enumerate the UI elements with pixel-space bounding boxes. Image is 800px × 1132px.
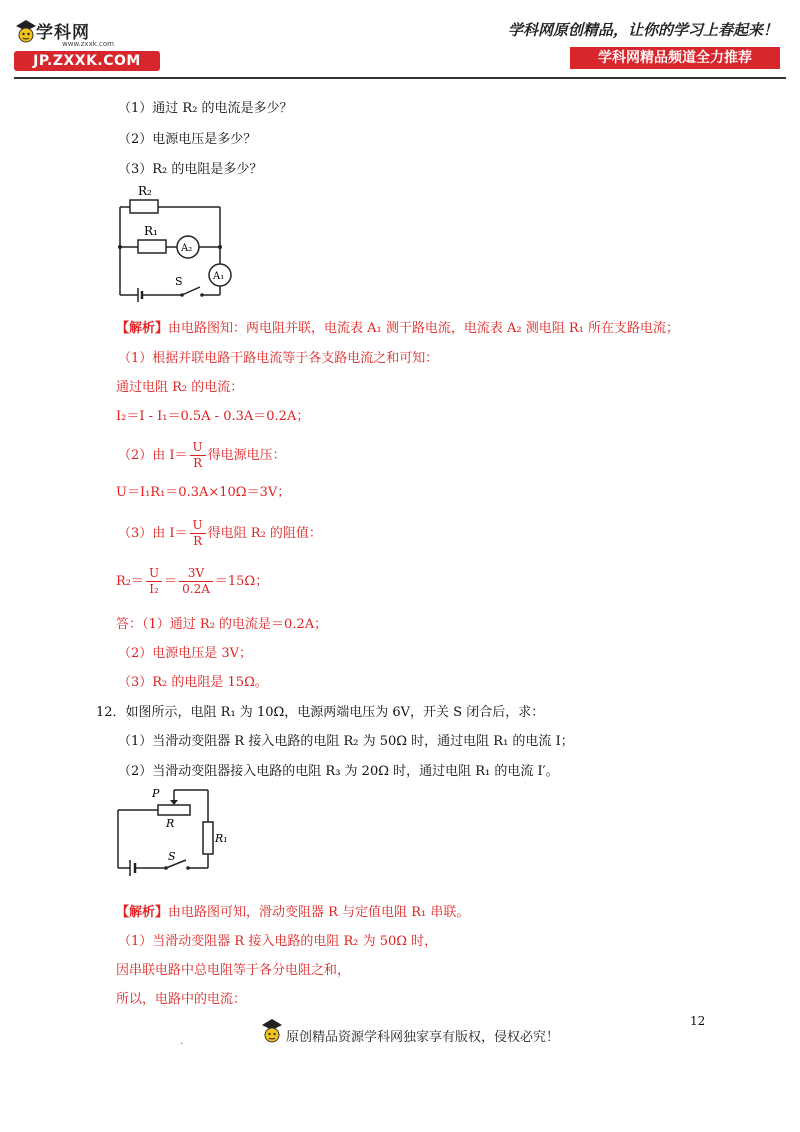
q11-analysis-p2: （2）由 I＝ $\frac{U}{R}$ 得电源电压：: [118, 440, 286, 470]
page-number: 12: [690, 1014, 706, 1028]
header-slogan: 学科网原创精品，让你的学习上春起来！: [507, 21, 778, 39]
r2-fraction-2: $\frac{3V}{0.2A}$: [179, 566, 213, 597]
q11-analysis-p3: （3）由 I＝ $\frac{U}{R}$ 得电阻 R₂ 的阻值：: [118, 518, 322, 548]
q12-analysis-intro: 【解析】由电路图可知，滑动变阻器 R 与定值电阻 R₁ 串联。: [116, 905, 470, 920]
q11-label-a2: A₂: [181, 243, 193, 254]
q11-analysis-p1c: I₂＝I - I₁＝0.5A - 0.3A＝0.2A；: [116, 409, 310, 424]
logo-url[interactable]: JP.ZXXK.COM: [14, 51, 160, 71]
q11-answer-1: 答：（1）通过 R₂ 的电流是＝0.2A；: [116, 617, 328, 632]
q12-label-r1: R₁: [215, 832, 228, 845]
q12-stem: 12．如图所示，电阻 R₁ 为 10Ω，电源两端电压为 6V，开关 S 闭合后，求：: [96, 705, 545, 720]
q12-analysis-p3: 所以，电路中的电流：: [116, 992, 247, 1007]
footer-dot: .: [180, 1036, 184, 1047]
q11-answer-3: （3）R₂ 的电阻是 15Ω。: [118, 675, 268, 690]
q11-circuit-diagram: [110, 180, 250, 305]
q12-analysis-p1: （1）当滑动变阻器 R 接入电路的电阻 R₂ 为 50Ω 时，: [118, 934, 438, 949]
footer-copyright: 原创精品资源学科网独家享有版权，侵权必究！: [286, 1030, 560, 1045]
logo-text: 学科网: [36, 23, 90, 43]
q12-label-s: S: [168, 850, 176, 863]
r2-fraction-1: $\frac{U}{\text{I₂}}$: [146, 566, 162, 597]
q12-sub2: （2）当滑动变阻器接入电路的电阻 R₃ 为 20Ω 时，通过电阻 R₁ 的电流 I′。: [118, 764, 559, 779]
ohm-law-fraction: $\frac{U}{R}$: [190, 440, 206, 471]
q11-label-a1: A₁: [213, 271, 225, 282]
q11-analysis-intro: 【解析】由电路图知：两电阻并联，电流表 A₁ 测干路电流，电流表 A₂ 测电阻 R₁ 所在支路电流；: [116, 321, 680, 336]
q12-label-p: P: [152, 787, 160, 800]
q11-analysis-p2c: U＝I₁R₁＝0.3A×10Ω＝3V；: [116, 485, 291, 500]
q11-sub3: （3）R₂ 的电阻是多少？: [118, 162, 263, 177]
q11-label-r1: R₁: [144, 224, 158, 238]
q12-label-r: R: [166, 817, 175, 830]
recommend-banner: 学科网精品频道全力推荐: [570, 47, 780, 69]
q11-answer-2: （2）电源电压是 3V；: [118, 646, 253, 661]
q11-sub1: （1）通过 R₂ 的电流是多少？: [118, 101, 293, 116]
q11-analysis-p1: （1）根据并联电路干路电流等于各支路电流之和可知：: [118, 351, 439, 366]
q11-sub2: （2）电源电压是多少？: [118, 132, 257, 147]
q12-analysis-p2: 因串联电路中总电阻等于各分电阻之和，: [116, 963, 351, 978]
logo-subtext: www.zxxk.com: [62, 40, 114, 48]
q11-label-s: S: [175, 275, 183, 288]
footer-mascot-icon: [260, 1018, 284, 1046]
ohm-law-fraction-2: $\frac{U}{R}$: [190, 518, 206, 549]
mascot-icon: [14, 18, 38, 48]
q11-analysis-p1b: 通过电阻 R₂ 的电流：: [116, 380, 244, 395]
q12-circuit-diagram: [108, 782, 228, 882]
q12-sub1: （1）当滑动变阻器 R 接入电路的电阻 R₂ 为 50Ω 时，通过电阻 R₁ 的电流 I；: [118, 734, 574, 749]
q11-analysis-p3c: R₂＝ $\frac{U}{\text{I₂}}$ ＝ $\frac{3V}{0.2A}$ ＝15Ω；: [116, 566, 269, 596]
q11-label-r2: R₂: [138, 184, 152, 198]
header-divider: [14, 77, 786, 79]
